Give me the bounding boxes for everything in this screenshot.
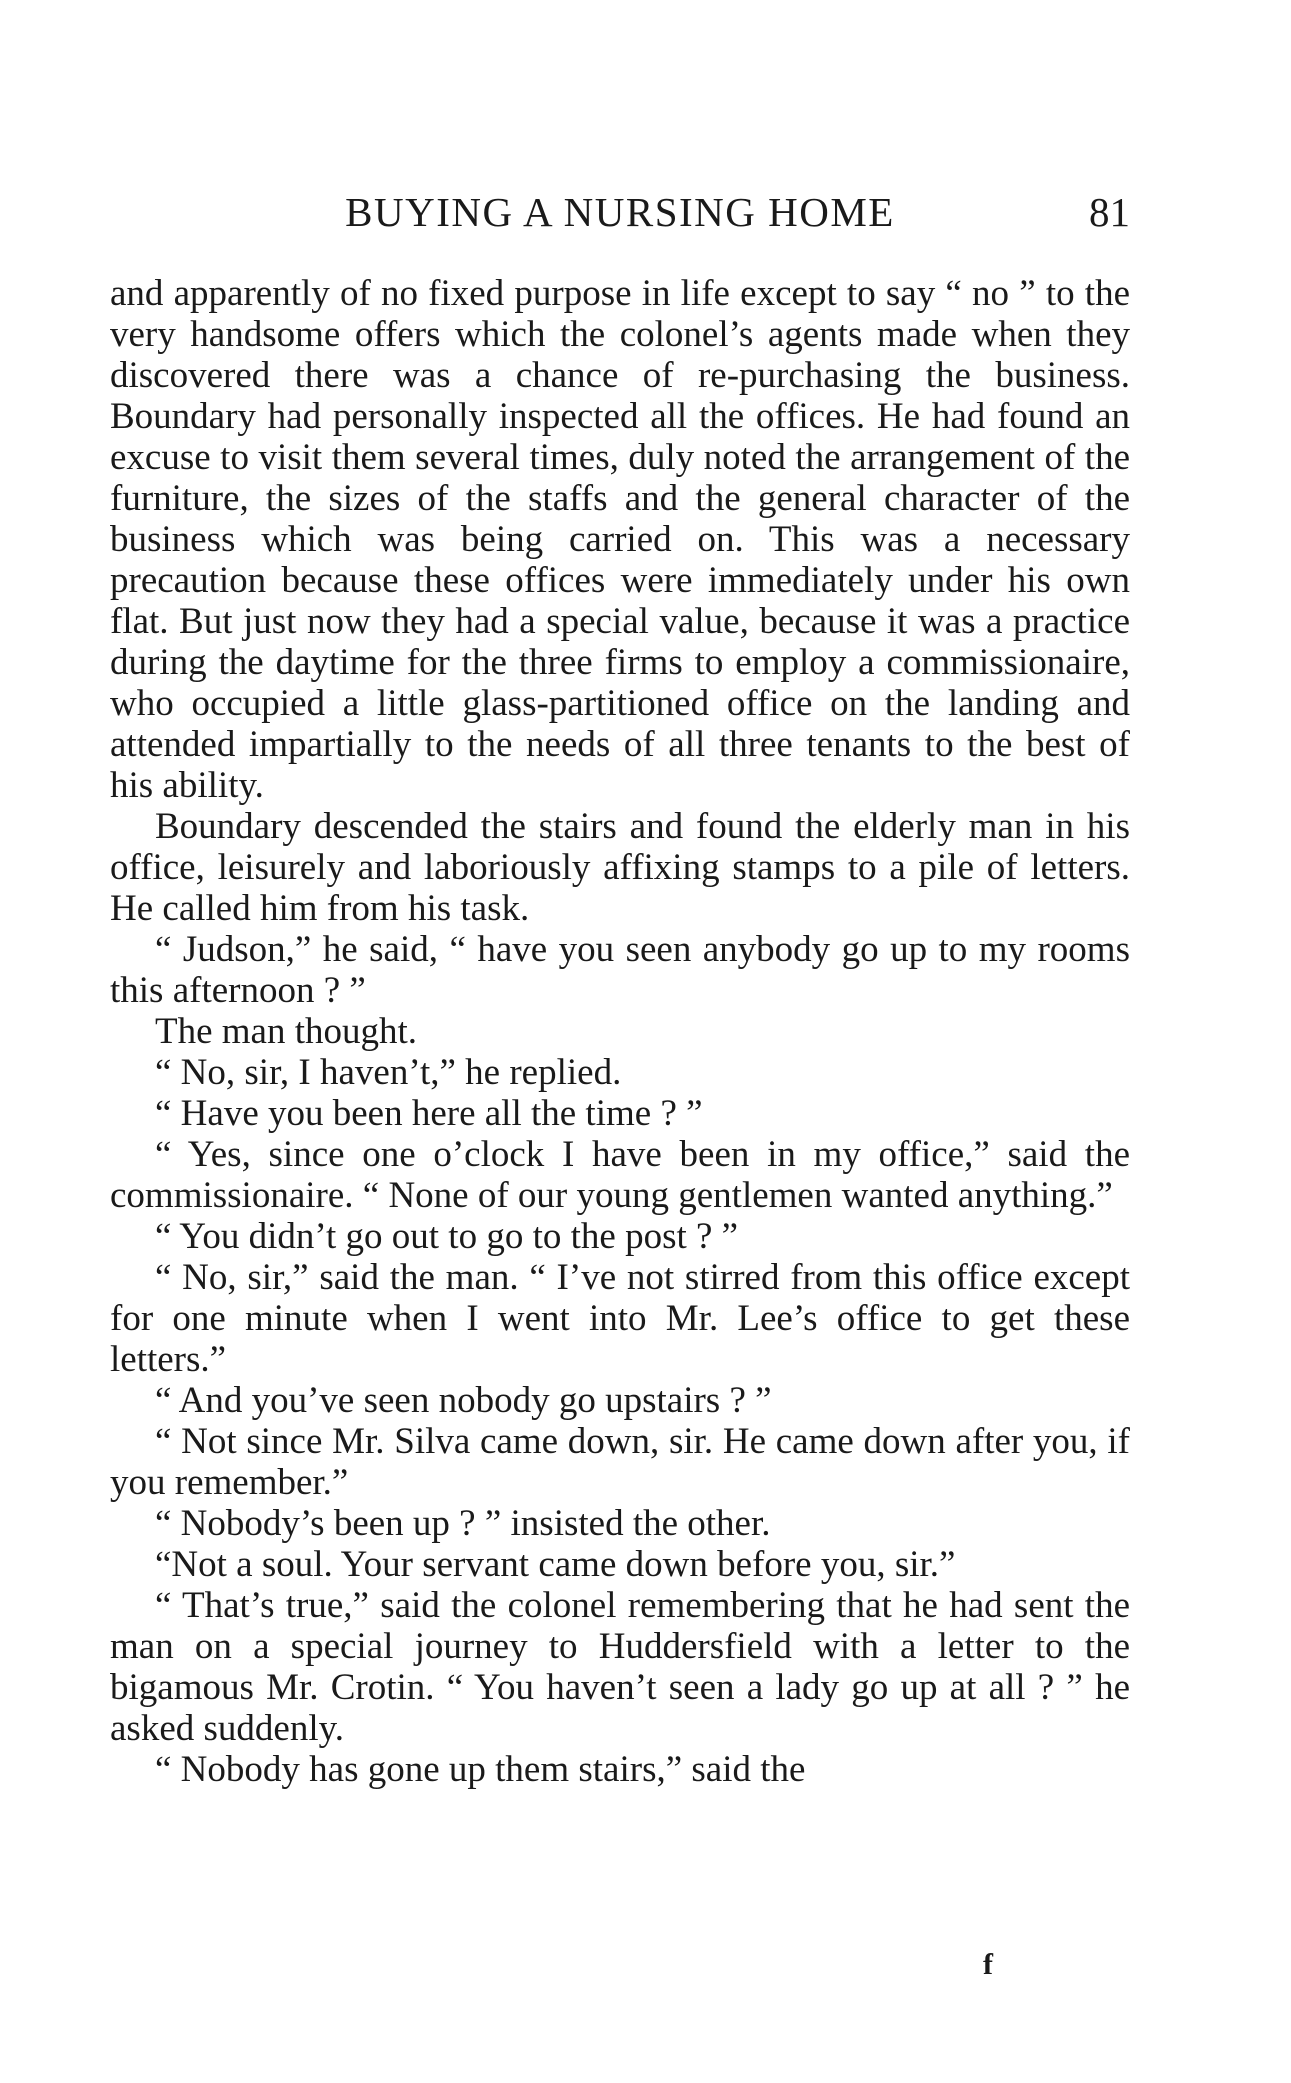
- paragraph: The man thought.: [155, 1011, 418, 1052]
- paragraph: “ Not since Mr. Silva came down, sir. He came down after you, if you remember.”: [110, 1421, 1130, 1503]
- paragraph: “ No, sir,” said the man. “ I’ve not stirred from this office except for one minute when I went into Mr. Lee’s office to get these letters.”: [110, 1257, 1130, 1380]
- paragraph: “ And you’ve seen nobody go upstairs ? ”: [155, 1380, 772, 1421]
- paragraph: Boundary descended the stairs and found the elderly man in his office, leisurely and laboriously affixing stamps to a pile of letters. He called him from his task.: [110, 806, 1130, 929]
- paragraph: “ That’s true,” said the colonel remembering that he had sent the man on a special journey to Huddersfield with a letter to the bigamous Mr. Crotin. “ You haven’t seen a lady go up at all ? ” he asked suddenly.: [110, 1585, 1130, 1749]
- paragraph: “ Yes, since one o’clock I have been in my office,” said the commissionaire. “ None of our young gentlemen wanted anything.”: [110, 1134, 1130, 1216]
- paragraph: “ No, sir, I haven’t,” he replied.: [155, 1052, 622, 1093]
- running-title: BUYING A NURSING HOME: [345, 189, 895, 235]
- paragraph: and apparently of no fixed purpose in life except to say “ no ” to the very handsome offers which the colonel’s agents made when they discovered there was a chance of re-purchasing the business. Boundary had personally inspected all the offices. He had found an excuse to visit them several times, duly noted the arrangement of the furniture, the sizes of the staffs and the general character of the business which was being carried on. This was a necessary precaution because these offices were immediately under his own flat. But just now they had a special value, because it was a practice during the daytime for the three firms to employ a commissionaire, who occupied a little glass-partitioned office on the landing and attended impartially to the needs of all three tenants to the best of his ability.: [110, 273, 1130, 806]
- printer-mark: f: [983, 1948, 993, 1981]
- paragraph: “ Have you been here all the time ? ”: [155, 1093, 703, 1134]
- paragraph: “ You didn’t go out to go to the post ? ”: [155, 1216, 739, 1257]
- running-head: [110, 188, 1130, 238]
- page-number: 81: [1089, 189, 1130, 235]
- paragraph: “ Judson,” he said, “ have you seen anybody go up to my rooms this afternoon ? ”: [110, 929, 1130, 1011]
- paragraph: “ Nobody’s been up ? ” insisted the other.: [155, 1503, 771, 1544]
- body-text: [110, 273, 1130, 1790]
- paragraph: “Not a soul. Your servant came down before you, sir.”: [155, 1544, 956, 1585]
- paragraph: “ Nobody has gone up them stairs,” said the: [155, 1749, 806, 1790]
